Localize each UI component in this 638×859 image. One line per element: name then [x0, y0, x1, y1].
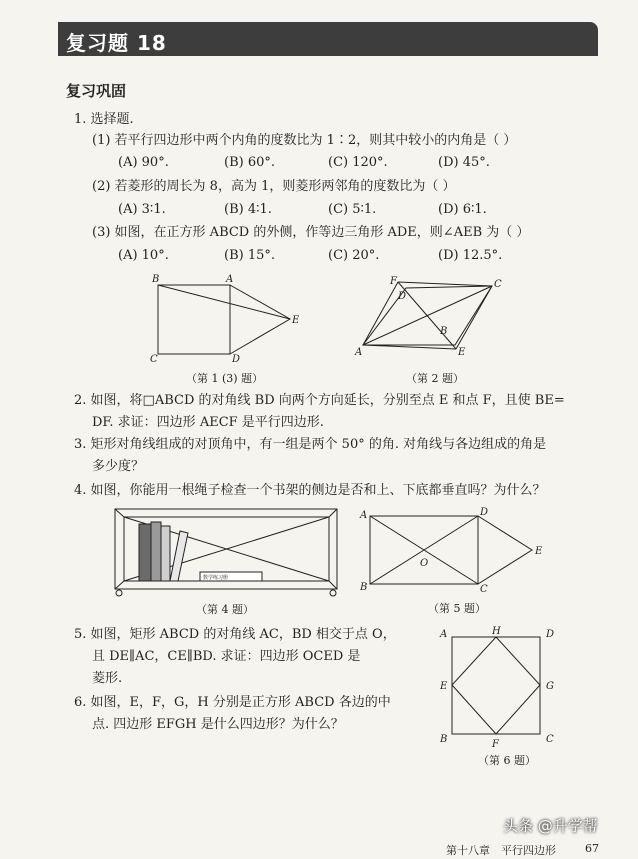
label-c: C [546, 734, 554, 745]
q1-part1-option-b: (B) 60°. [224, 155, 276, 170]
footer-page-number: 67 [585, 842, 599, 855]
label-c: C [494, 279, 502, 290]
q1-part3-option-b: (B) 15°. [224, 248, 276, 263]
caption-fig2: （第 2 题） [406, 372, 464, 385]
q1-part1-option-d: (D) 45°. [438, 155, 490, 170]
label-a: A [440, 629, 448, 640]
label-e: E [292, 315, 300, 326]
label-e: E [535, 546, 543, 557]
label-f: F [390, 276, 397, 287]
section-title: 复习巩固 [66, 82, 127, 100]
q1-part2-option-b: (B) 4∶1. [224, 202, 272, 217]
q1-stem: 1. 选择题. [74, 112, 134, 127]
label-b: B [440, 326, 448, 337]
quadrilateral-efgh [452, 637, 540, 734]
caption-fig1: （第 1 (3) 题） [186, 372, 264, 385]
q6-line1: 6. 如图，E，F，G，H 分别是正方形 ABCD 各边的中 [74, 695, 391, 710]
label-b: B [440, 734, 448, 745]
label-d: D [546, 629, 555, 640]
q5-line1: 5. 如图，矩形 ABCD 的对角线 AC，BD 相交于点 O， [74, 627, 396, 642]
q1-part2-option-a: (A) 3∶1. [118, 202, 166, 217]
q5-line3: 菱形. [92, 671, 123, 686]
label-d: D [480, 507, 489, 518]
label-g: G [546, 681, 554, 692]
q2-line1: 2. 如图，将□ABCD 的对角线 BD 向两个方向延长，分别至点 E 和点 F，且使 BE= [74, 393, 565, 408]
q6-line2: 点. 四边形 EFGH 是什么四边形？为什么？ [92, 717, 344, 732]
label-d: D [398, 291, 407, 302]
q1-part1-text: (1) 若平行四边形中两个内角的度数比为 1∶2，则其中较小的内角是（ ） [92, 133, 517, 148]
caption-fig5: （第 5 题） [428, 602, 486, 615]
caption-fig6: （第 6 题） [478, 754, 536, 767]
book-flat-title: 数学练习册 [203, 575, 229, 581]
footer-chapter: 第十八章 平行四边形 [446, 844, 556, 857]
q1-part1-option-c: (C) 120°. [328, 155, 388, 170]
label-b: B [152, 274, 160, 285]
q5-line2: 且 DE∥AC，CE∥BD. 求证：四边形 OCED 是 [92, 649, 361, 664]
q1-part1-option-a: (A) 90°. [118, 155, 169, 170]
q1-part2-option-c: (C) 5∶1. [328, 202, 377, 217]
label-d: D [232, 354, 241, 365]
q1-part3-option-a: (A) 10°. [118, 248, 169, 263]
label-c: C [150, 354, 158, 365]
q1-part3-text: (3) 如图，在正方形 ABCD 的外侧，作等边三角形 ADE，则∠AEB 为（ ） [92, 225, 530, 240]
label-h: H [492, 626, 501, 637]
q1-part2-option-d: (D) 6∶1. [438, 202, 487, 217]
label-b: B [360, 582, 368, 593]
label-e: E [440, 681, 448, 692]
label-a: A [360, 510, 368, 521]
caption-fig4: （第 4 题） [196, 603, 254, 616]
q4-line1: 4. 如图，你能用一根绳子检查一个书架的侧边是否和上、下底都垂直吗？为什么？ [74, 483, 546, 498]
watermark-logo-text: 头条 @升学帮 [503, 817, 598, 835]
q1-part3-option-d: (D) 12.5°. [438, 248, 503, 263]
label-e: E [458, 347, 466, 358]
q2-line2: DF. 求证：四边形 AECF 是平行四边形. [92, 415, 324, 430]
square-abcd [452, 637, 540, 734]
label-a: A [226, 274, 234, 285]
q1-part2-text: (2) 若菱形的周长为 8，高为 1，则菱形两邻角的度数比为（ ） [92, 179, 456, 194]
label-c: C [480, 584, 488, 595]
label-a: A [355, 347, 363, 358]
q1-part3-option-c: (C) 20°. [328, 248, 380, 263]
review-title: 复习题 18 [66, 31, 167, 55]
q3-line2: 多少度？ [92, 459, 145, 474]
label-f: F [492, 739, 499, 750]
label-o: O [420, 558, 429, 569]
q3-line1: 3. 矩形对角线组成的对顶角中，有一组是两个 50° 的角. 对角线与各边组成的角是 [74, 437, 547, 452]
